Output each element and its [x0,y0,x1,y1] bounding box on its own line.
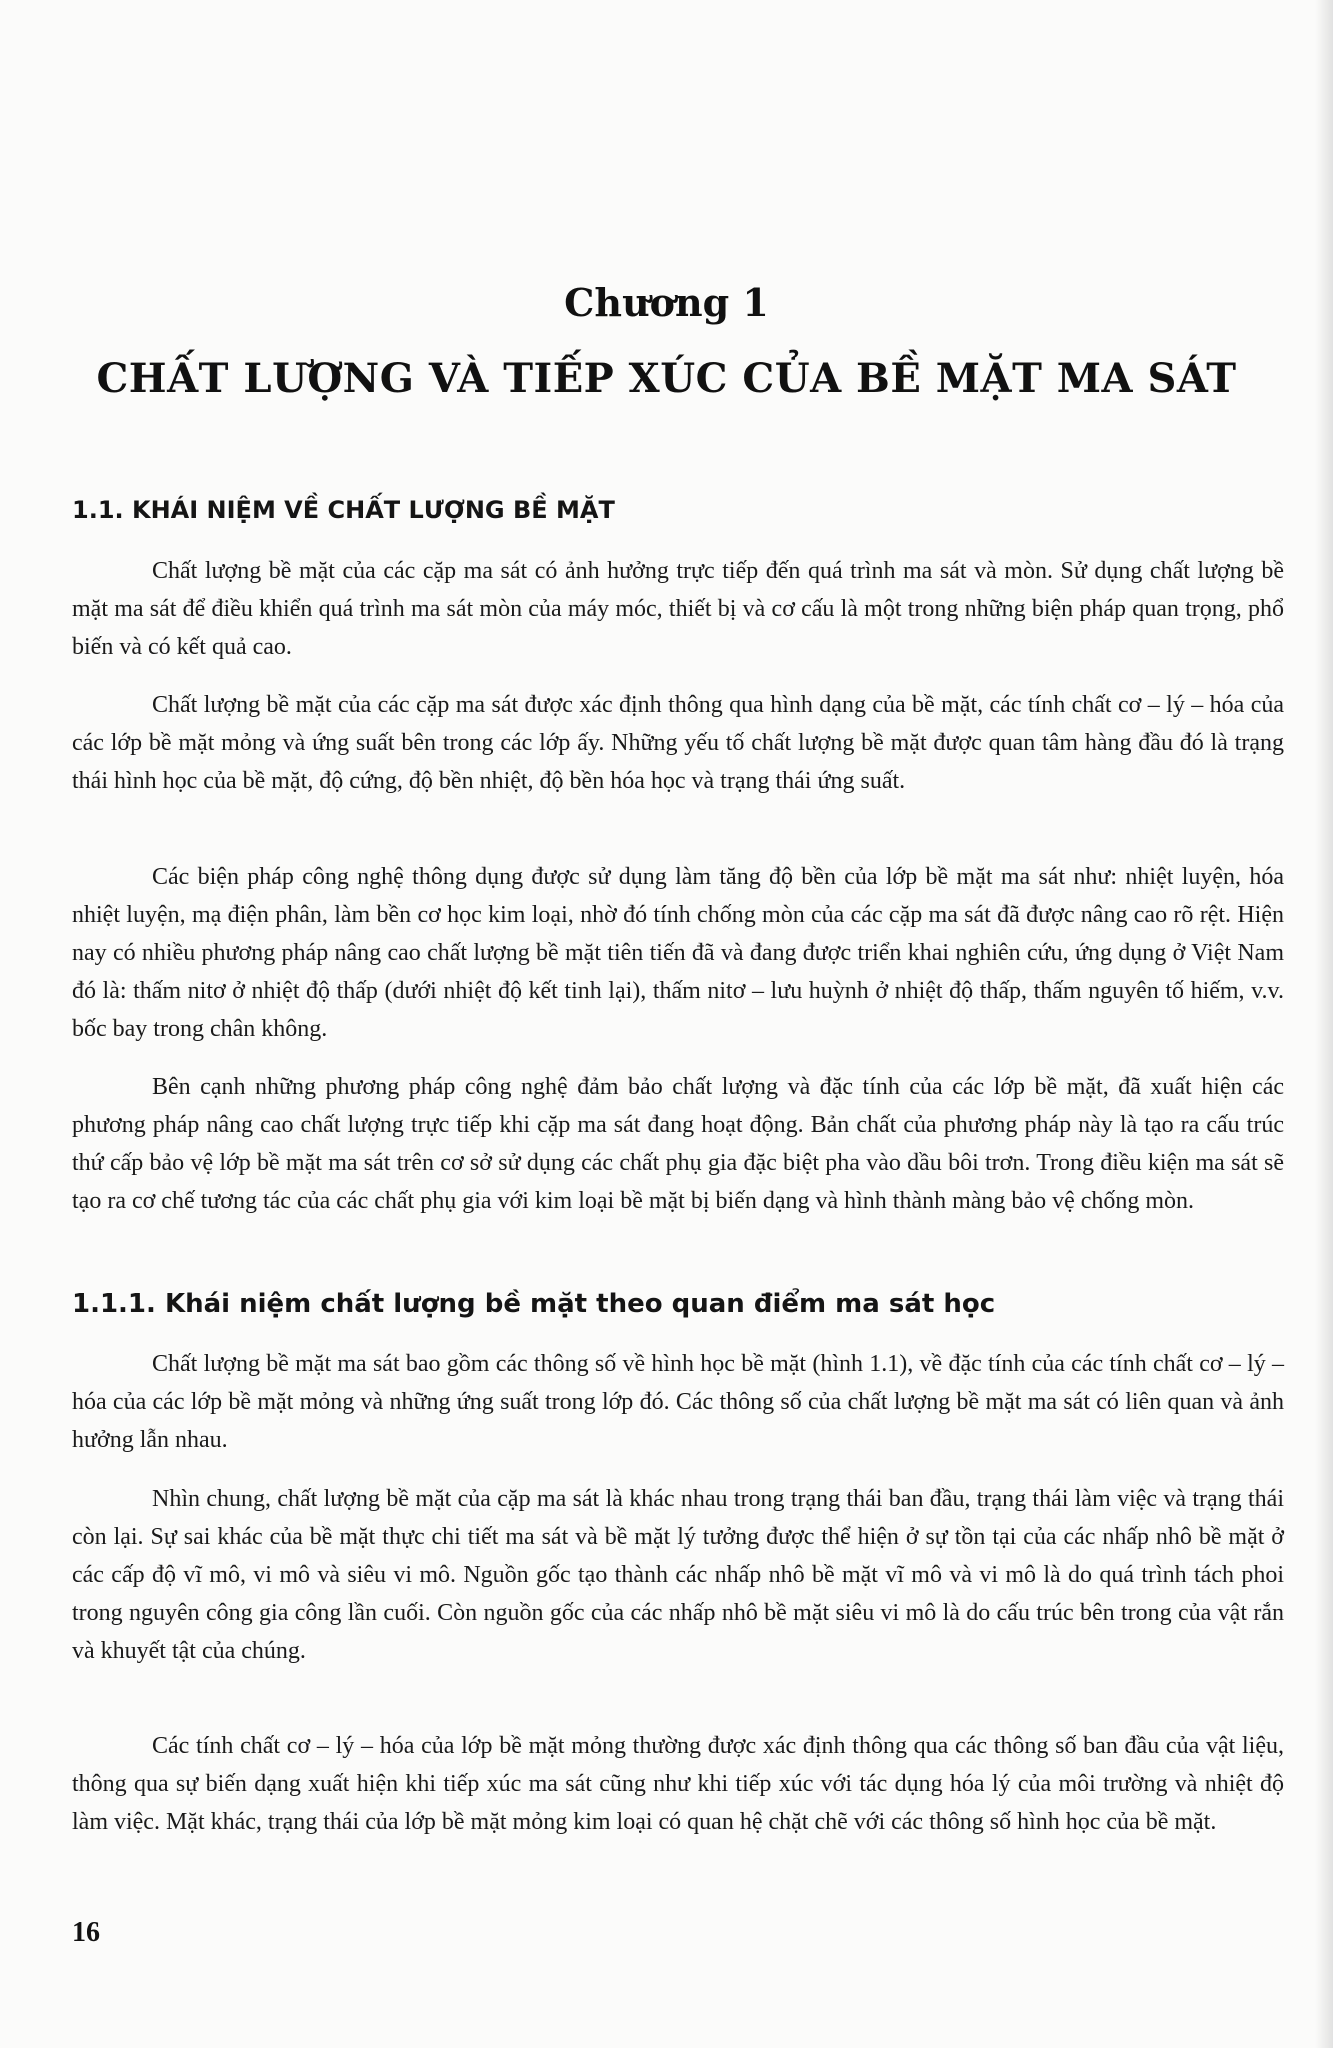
section-paragraph: Các biện pháp công nghệ thông dụng được sử dụng làm tăng độ bền của lớp bề mặt ma sát như: nhiệt luyện, hóa nhiệt luyện, mạ điện phân, làm bền cơ học kim loại, nhờ đó tính chống mòn của các cặp ma sát đã được nâng cao rõ rệt. Hiện nay có nhiều phương pháp nâng cao chất lượng bề mặt tiên tiến đã và đang được triển khai nghiên cứu, ứng dụng ở Việt Nam đó là: thấm nitơ ở nhiệt độ thấp (dưới nhiệt độ kết tinh lại), thấm nitơ – lưu huỳnh ở nhiệt độ thấp, thấm nguyên tố hiếm, v.v. bốc bay trong chân không. [72,864,1284,1042]
section-paragraph: Chất lượng bề mặt của các cặp ma sát được xác định thông qua hình dạng của bề mặt, các tính chất cơ – lý – hóa của các lớp bề mặt mỏng và ứng suất bên trong các lớp ấy. Những yếu tố chất lượng bề mặt được quan tâm hàng đầu đó là trạng thái hình học của bề mặt, độ cứng, độ bền nhiệt, độ bền hóa học và trạng thái ứng suất. [72,692,1284,794]
section-paragraph: Bên cạnh những phương pháp công nghệ đảm bảo chất lượng và đặc tính của các lớp bề mặt, đã xuất hiện các phương pháp nâng cao chất lượng trực tiếp khi cặp ma sát đang hoạt động. Bản chất của phương pháp này là tạo ra cấu trúc thứ cấp bảo vệ lớp bề mặt ma sát trên cơ sở sử dụng các chất phụ gia đặc biệt pha vào dầu bôi trơn. Trong điều kiện ma sát sẽ tạo ra cơ chế tương tác của các chất phụ gia với kim loại bề mặt bị biến dạng và hình thành màng bảo vệ chống mòn. [72,1074,1284,1214]
subsection-paragraph: Nhìn chung, chất lượng bề mặt của cặp ma sát là khác nhau trong trạng thái ban đầu, trạng thái làm việc và trạng thái còn lại. Sự sai khác của bề mặt thực chi tiết ma sát và bề mặt lý tưởng được thể hiện ở sự tồn tại của các nhấp nhô bề mặt ở các cấp độ vĩ mô, vi mô và siêu vi mô. Nguồn gốc tạo thành các nhấp nhô bề mặt vĩ mô và vi mô là do quá trình tách phoi trong nguyên công gia công lần cuối. Còn nguồn gốc của các nhấp nhô bề mặt siêu vi mô là do cấu trúc bên trong của vật rắn và khuyết tật của chúng. [72,1486,1284,1664]
subsection-paragraph: Các tính chất cơ – lý – hóa của lớp bề mặt mỏng thường được xác định thông qua các thông số ban đầu của vật liệu, thông qua sự biến dạng xuất hiện khi tiếp xúc ma sát cũng như khi tiếp xúc với tác dụng hóa lý của môi trường và nhiệt độ làm việc. Mặt khác, trạng thái của lớp bề mặt mỏng kim loại có quan hệ chặt chẽ với các thông số hình học của bề mặt. [72,1733,1284,1835]
subsection-heading: 1.1.1. Khái niệm chất lượng bề mặt theo quan điểm ma sát học [72,1289,996,1319]
section-heading: 1.1. KHÁI NIỆM VỀ CHẤT LƯỢNG BỀ MẶT [72,496,615,524]
subsection-paragraph: Chất lượng bề mặt ma sát bao gồm các thông số về hình học bề mặt (hình 1.1), về đặc tính của các tính chất cơ – lý – hóa của các lớp bề mặt mỏng và những ứng suất trong lớp đó. Các thông số của chất lượng bề mặt ma sát có liên quan và ảnh hưởng lẫn nhau. [72,1351,1284,1453]
chapter-title: CHẤT LƯỢNG VÀ TIẾP XÚC CỦA BỀ MẶT MA SÁT [96,355,1237,402]
page-number: 16 [72,1917,100,1948]
chapter-number: Chương 1 [564,280,769,325]
section-paragraph: Chất lượng bề mặt của các cặp ma sát có ảnh hưởng trực tiếp đến quá trình ma sát và mòn. Sử dụng chất lượng bề mặt ma sát để điều khiển quá trình ma sát mòn của máy móc, thiết bị và cơ cấu là một trong những biện pháp quan trọng, phổ biến và có kết quả cao. [72,558,1284,660]
